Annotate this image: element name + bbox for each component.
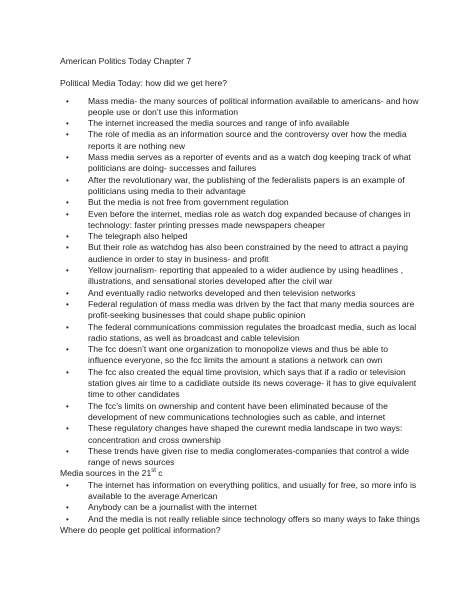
bullet-text: The telegraph also helped (88, 231, 188, 242)
bullet-item (60, 96, 424, 119)
bullet-text: Anybody can be a journalist with the internet (88, 502, 257, 513)
bullet-item (60, 175, 424, 198)
bullet-icon: • (66, 401, 69, 411)
bullet-item (60, 446, 424, 469)
bullet-icon: • (66, 424, 69, 434)
bullet-list-political-media (60, 96, 424, 469)
bullet-item (60, 480, 424, 503)
section-heading-political-information: Where do people get political information? (60, 524, 221, 535)
bullet-icon: • (66, 209, 69, 219)
bullet-icon: • (66, 446, 69, 456)
bullet-icon: • (66, 153, 69, 163)
bullet-text: But the media is not free from government regulation (88, 197, 289, 208)
bullet-icon: • (66, 266, 69, 276)
bullet-item (60, 514, 424, 525)
bullet-icon: • (66, 322, 69, 332)
bullet-text: The internet increased the media sources and range of info available (88, 118, 350, 129)
bullet-icon: • (66, 119, 69, 129)
bullet-icon: • (66, 299, 69, 309)
bullet-text: The role of media as an information source and the controversy over how the media reports it are nothing new (88, 129, 407, 151)
bullet-icon: • (66, 480, 69, 490)
bullet-item (60, 209, 424, 232)
bullet-list-media-sources (60, 480, 424, 525)
section-heading-21st-century (60, 468, 424, 479)
section-heading-political-media: Political Media Today: how did we get here? (60, 78, 228, 89)
bullet-item (60, 299, 424, 322)
bullet-item (60, 118, 424, 129)
bullet-icon: • (66, 198, 69, 208)
bullet-icon: • (66, 345, 69, 355)
bullet-icon: • (66, 130, 69, 140)
bullet-item (60, 197, 424, 208)
bullet-item (60, 367, 424, 401)
bullet-icon: • (66, 175, 69, 185)
bullet-text: The fcc doesn’t want one organization to monopolize views and thus be able to influence everyone, so the fcc limits the amount a stations a network can own (88, 344, 389, 366)
bullet-icon: • (66, 288, 69, 298)
bullet-text: Even before the internet, medias role as watch dog expanded because of changes in technology: faster printing presses made newspapers cheaper (88, 208, 411, 230)
bullet-icon: • (66, 232, 69, 242)
section-heading-suffix: c (155, 468, 163, 479)
bullet-icon: • (66, 514, 69, 524)
bullet-item (60, 401, 424, 424)
bullet-text: But their role as watchdog has also been constrained by the need to attract a paying audience in order to stay in business- and profit (88, 242, 409, 264)
document-title: American Politics Today Chapter 7 (60, 56, 192, 66)
section-heading-text: Media sources in the 21 (60, 468, 152, 479)
bullet-text: After the revolutionary war, the publishing of the federalists papers is an example of politicians using media to their advantage (88, 174, 405, 196)
bullet-item (60, 129, 424, 152)
bullet-text: Federal regulation of mass media was driven by the fact that many media sources are profit-seeking businesses that could shape public opinion (88, 298, 415, 321)
bullet-item (60, 288, 424, 299)
bullet-text: The fcc’s limits on ownership and content have been eliminated because of the development of new communications technologies such as cable, and internet (88, 400, 388, 422)
bullet-item (60, 265, 424, 288)
bullet-text: Mass media serves as a reporter of events and as a watch dog keeping track of what politicians are doing- successes and failures (88, 152, 411, 174)
bullet-text: Yellow journalism- reporting that appealed to a wider audience by using headlines , illustrations, and sensational stories developed after the civil war (88, 265, 403, 287)
bullet-icon: • (66, 96, 69, 106)
bullet-icon: • (66, 367, 69, 377)
bullet-text: Mass media- the many sources of political information available to americans- and how people use or don’t use this information (88, 95, 419, 117)
bullet-item (60, 231, 424, 242)
bullet-icon: • (66, 243, 69, 253)
bullet-text: The fcc also created the equal time provision, which says that if a radio or television station gives air time to a cadidiate outside its news coverage- it has to give equivalent time to other candidates (88, 366, 417, 400)
bullet-text: The internet has information on everything politics, and usually for free, so more info is available to the average American (88, 479, 417, 501)
ordinal-superscript: st (151, 468, 156, 475)
bullet-icon: • (66, 503, 69, 513)
bullet-text: And the media is not really reliable since technology offers so many ways to fake things (88, 513, 420, 524)
bullet-item (60, 502, 424, 513)
bullet-item (60, 242, 424, 265)
bullet-item (60, 322, 424, 345)
bullet-text: These trends have given rise to media conglomerates-companies that control a wide range of news sources (88, 445, 410, 468)
bullet-text: These regulatory changes have shaped the curewnt media landscape in two ways: concentration and cross ownership (88, 423, 403, 445)
bullet-text: The federal communications commission regulates the broadcast media, such as local radio stations, as well as broadcast and cable television (88, 321, 417, 343)
bullet-item (60, 423, 424, 446)
bullet-text: And eventually radio networks developed and then television networks (88, 287, 356, 298)
bullet-item (60, 344, 424, 367)
bullet-item (60, 152, 424, 175)
